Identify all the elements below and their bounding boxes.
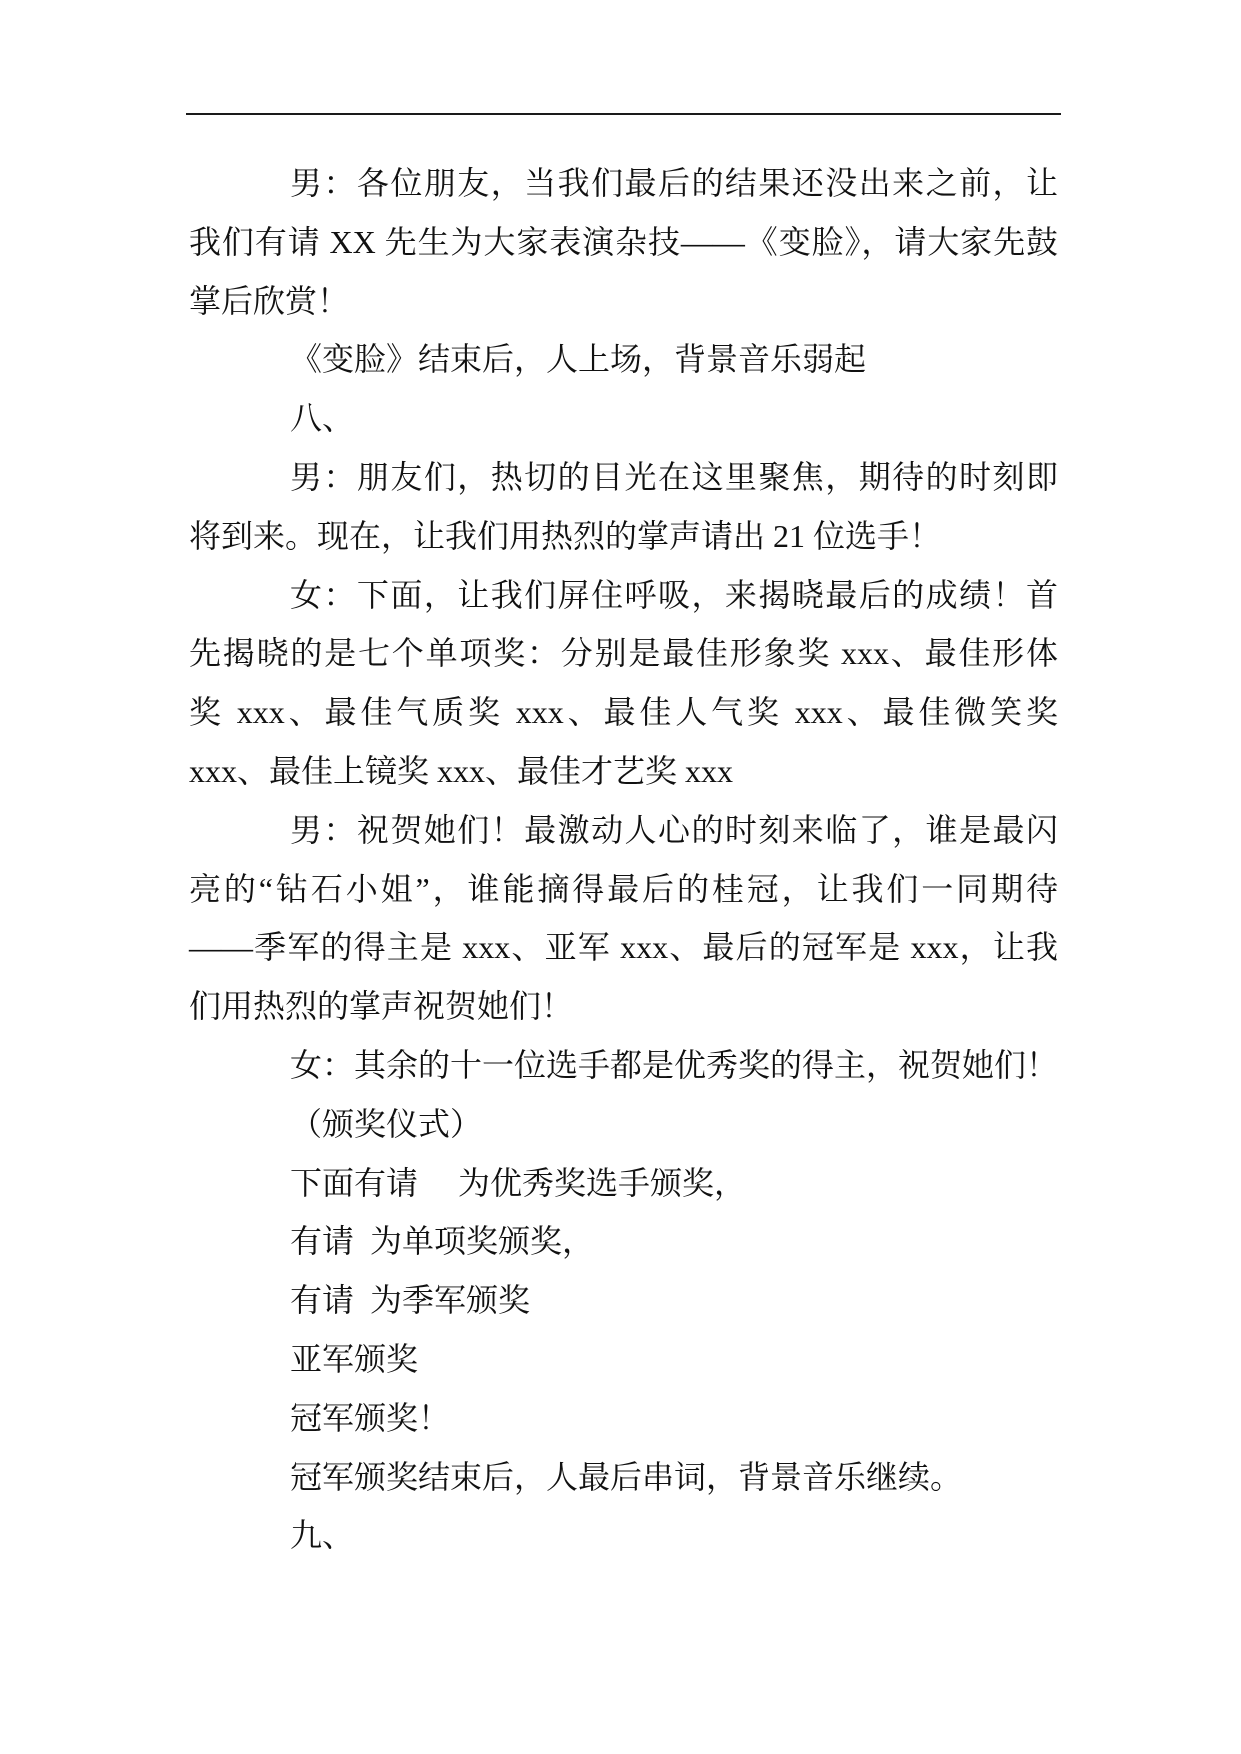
paragraph-line: 冠军颁奖！ xyxy=(290,1399,451,1436)
award-presentation-line xyxy=(189,1389,1058,1448)
paragraph-line: 冠军颁奖结束后，人最后串词，背景音乐继续。 xyxy=(290,1458,963,1495)
paragraph-line: 掌后欣赏！ xyxy=(189,282,350,319)
paragraph-line: 有请 为单项奖颁奖， xyxy=(290,1223,595,1260)
document-body xyxy=(189,154,1058,1565)
stage-direction xyxy=(189,1095,1058,1154)
paragraph-line: 下面有请 为优秀奖选手颁奖， xyxy=(290,1164,747,1201)
dialogue-male-host xyxy=(189,448,1058,566)
paragraph-line: xxx、最佳上镜奖 xxx、最佳才艺奖 xxx xyxy=(189,752,734,789)
paragraph-line: 女：其余的十一位选手都是优秀奖的得主，祝贺她们！ xyxy=(290,1046,1059,1083)
paragraph-line: 九、 xyxy=(290,1517,355,1554)
paragraph-line: （颁奖仪式） xyxy=(290,1105,483,1142)
award-presentation-line xyxy=(189,1212,1058,1271)
paragraph-line: 们用热烈的掌声祝贺她们！ xyxy=(189,988,574,1025)
paragraph-line: 先揭晓的是七个单项奖：分别是最佳形象奖 xxx、最佳形体 xyxy=(189,635,1058,672)
paragraph-line: 女：下面，让我们屏住呼吸，来揭晓最后的成绩！首 xyxy=(290,576,1058,613)
paragraph-line: 亚军颁奖 xyxy=(290,1340,419,1377)
paragraph-line: 男：各位朋友，当我们最后的结果还没出来之前，让 xyxy=(290,165,1058,201)
award-presentation-line xyxy=(189,1330,1058,1389)
dialogue-female-host xyxy=(189,1036,1058,1095)
stage-direction xyxy=(189,330,1058,389)
paragraph-line: 《变脸》结束后，人上场，背景音乐弱起 xyxy=(290,341,867,378)
paragraph-line: 男：朋友们，热切的目光在这里聚焦，期待的时刻即 xyxy=(290,458,1058,495)
paragraph-line: 将到来。现在，让我们用热烈的掌声请出 21 位选手！ xyxy=(189,517,942,554)
paragraph-line: ——季军的得主是 xxx、亚军 xxx、最后的冠军是 xxx，让我 xyxy=(189,929,1058,966)
section-number xyxy=(189,389,1058,448)
paragraph-line: 奖 xxx、最佳气质奖 xxx、最佳人气奖 xxx、最佳微笑奖 xyxy=(189,694,1058,731)
header-rule xyxy=(186,113,1061,115)
dialogue-male-host xyxy=(189,154,1058,330)
paragraph-line: 我们有请 XX 先生为大家表演杂技——《变脸》，请大家先鼓 xyxy=(189,223,1058,260)
dialogue-male-host xyxy=(189,801,1058,1036)
award-presentation-line xyxy=(189,1271,1058,1330)
stage-direction xyxy=(189,1448,1058,1507)
dialogue-female-host xyxy=(189,566,1058,801)
paragraph-line: 亮的“钻石小姐”，谁能摘得最后的桂冠，让我们一同期待 xyxy=(189,870,1058,907)
paragraph-line: 有请 为季军颁奖 xyxy=(290,1282,531,1319)
award-presentation-line xyxy=(189,1154,1058,1213)
section-number xyxy=(189,1506,1058,1565)
paragraph-line: 男：祝贺她们！最激动人心的时刻来临了，谁是最闪 xyxy=(290,811,1058,848)
paragraph-line: 八、 xyxy=(290,400,355,437)
